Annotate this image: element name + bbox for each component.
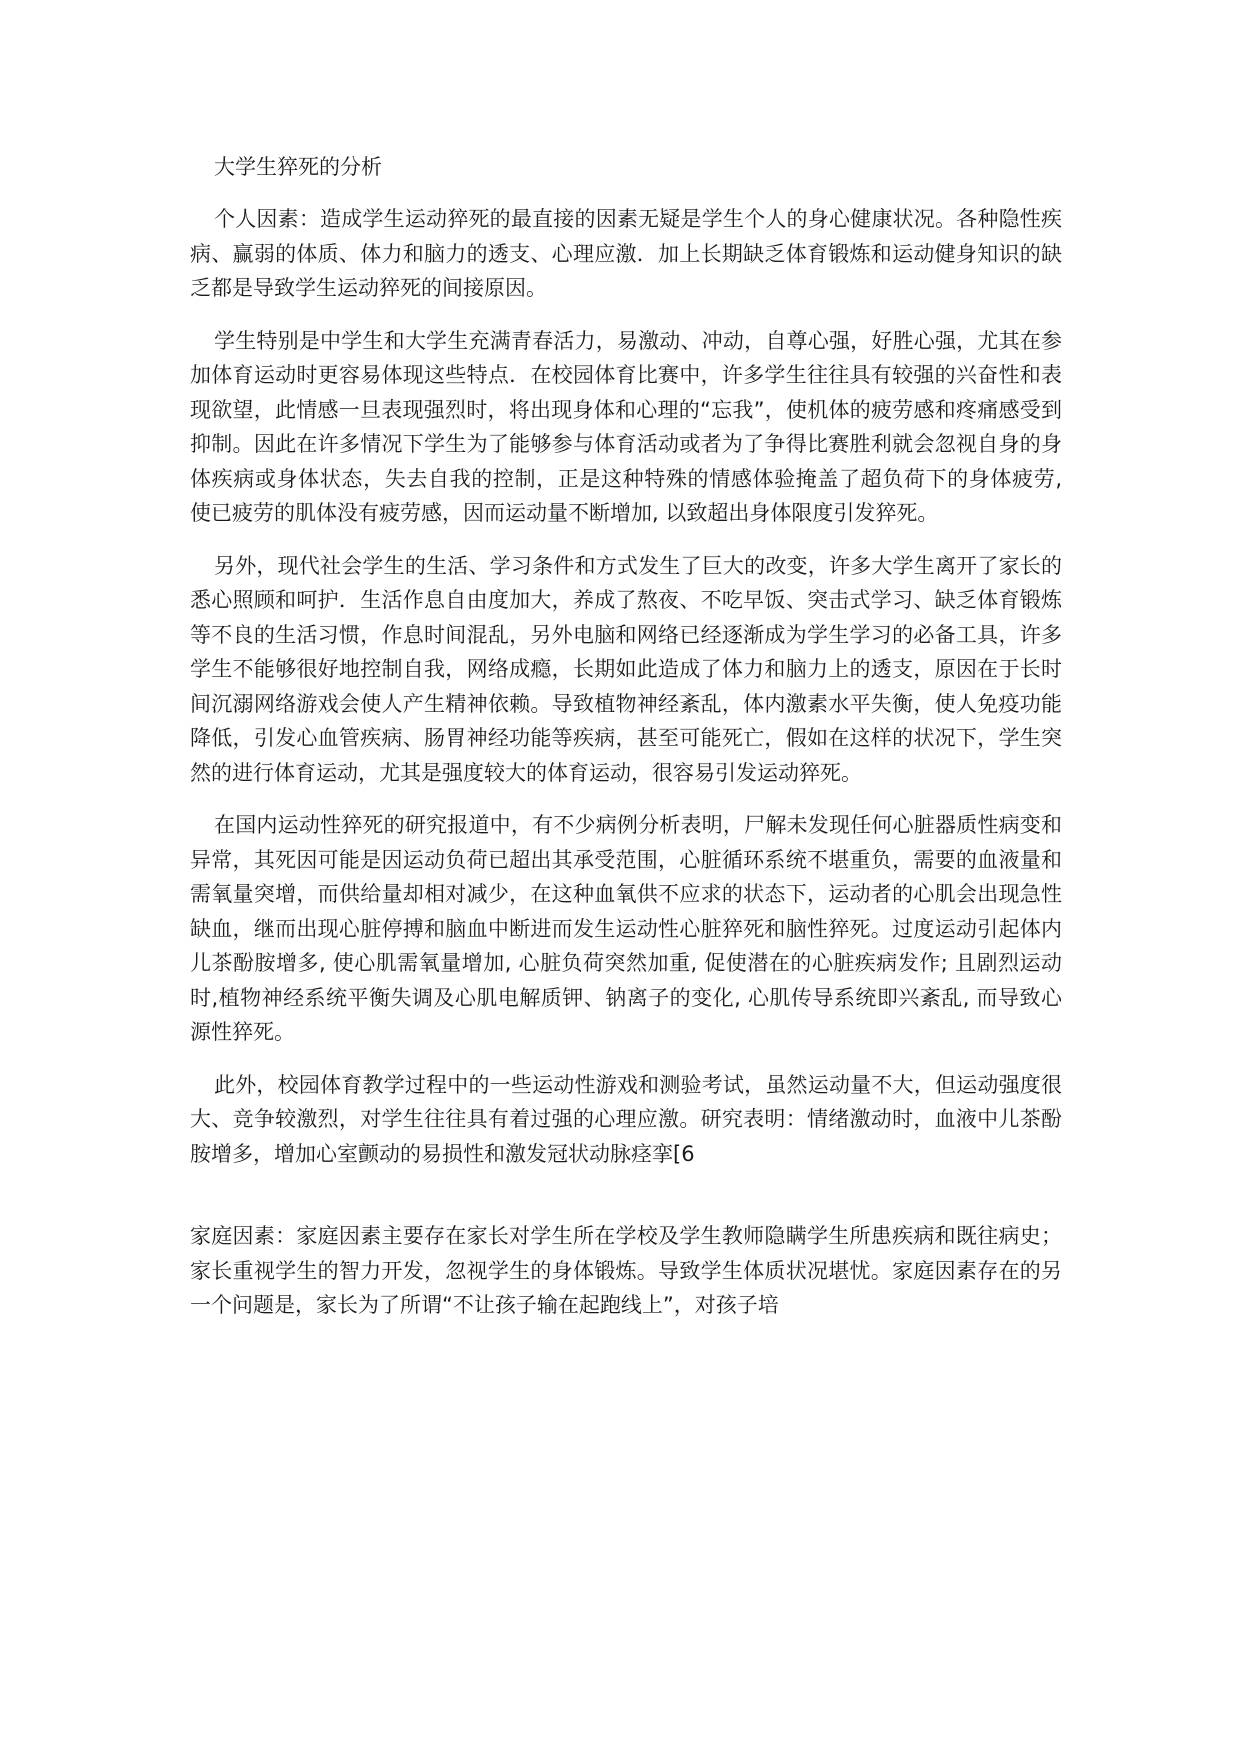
paragraph-lifestyle: 另外，现代社会学生的生活、学习条件和方式发生了巨大的改变，许多大学生离开了家长的悉心照顾和呵护．生活作息自由度加大，养成了熬夜、不吃早饭、突击式学习、缺乏体育锻炼等不良的生活习惯，作息时间混乱，另外电脑和网络已经逐渐成为学生学习的必备工具，许多学生不能够很好地控制自我，网络成瘾，长期如此造成了体力和脑力上的透支，原因在于长时间沉溺网络游戏会使人产生精神依赖。导致植物神经紊乱，体内激素水平失衡，使人免疫功能降低，引发心血管疾病、肠胃神经功能等疾病，甚至可能死亡，假如在这样的状况下，学生突然的进行体育运动，尤其是强度较大的体育运动，很容易引发运动猝死。 <box>190 553 1062 785</box>
paragraph-family-factors: 家庭因素：家庭因素主要存在家长对学生所在学校及学生教师隐瞒学生所患疾病和既往病史；家长重视学生的智力开发，忽视学生的身体锻炼。导致学生体质状况堪忧。家庭因素存在的另一个问题是，家长为了所谓“不让孩子输在起跑线上”，对孩子培 <box>190 1224 1062 1317</box>
paragraph-research: 在国内运动性猝死的研究报道中，有不少病例分析表明，尸解未发现任何心脏器质性病变和异常，其死因可能是因运动负荷已超出其承受范围，心脏循环系统不堪重负，需要的血液量和需氧量突增，而供给量却相对减少，在这种血氧供不应求的状态下，运动者的心肌会出现急性缺血，继而出现心脏停搏和脑血中断进而发生运动性心脏猝死和脑性猝死。过度运动引起体内儿茶酚胺增多, 使心肌需氧量增加, 心脏负荷突然加重, 促使潜在的心脏疾病发作; 且剧烈运动时,植物神经系统平衡失调及心肌电解质钾、钠离子的变化, 心肌传导系统即兴紊乱, 而导致心源性猝死。 <box>190 813 1062 1044</box>
document-title: 大学生猝死的分析 <box>214 155 382 179</box>
paragraph-student-traits: 学生特别是中学生和大学生充满青春活力，易激动、冲动，自尊心强，好胜心强，尤其在参加体育运动时更容易体现这些特点．在校园体育比赛中，许多学生往往具有较强的兴奋性和表现欲望，此情感一旦表现强烈时，将出现身体和心理的“忘我”，使机体的疲劳感和疼痛感受到抑制。因此在许多情况下学生为了能够参与体育活动或者为了争得比赛胜利就会忽视自身的身体疾病或身体状态，失去自我的控制，正是这种特殊的情感体验掩盖了超负荷下的身体疲劳, 使已疲劳的肌体没有疲劳感，因而运动量不断增加, 以致超出身体限度引发猝死。 <box>190 328 1062 525</box>
paragraph-personal-factors: 个人因素：造成学生运动猝死的最直接的因素无疑是学生个人的身心健康状况。各种隐性疾病、赢弱的体质、体力和脑力的透支、心理应激．加上长期缺乏体育锻炼和运动健身知识的缺乏都是导致学生运动猝死的间接原因。 <box>190 207 1062 300</box>
paragraph-campus-pe: 此外，校园体育教学过程中的一些运动性游戏和测验考试，虽然运动量不大，但运动强度很大、竞争较激烈，对学生往往具有着过强的心理应激。研究表明：情绪激动时，血液中儿茶酚胺增多，增加心室颤动的易损性和激发冠状动脉痉挛[6 <box>190 1072 1062 1166</box>
document-page <box>190 150 1062 1341</box>
